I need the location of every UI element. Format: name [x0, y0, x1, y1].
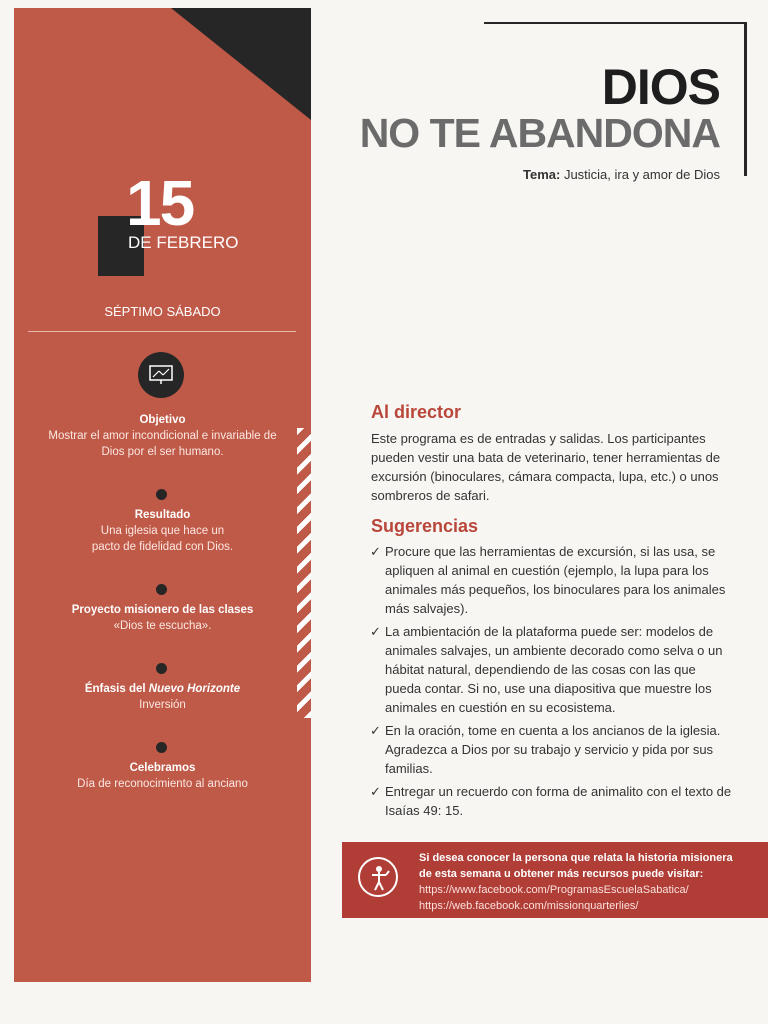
list-item-text: La ambientación de la plataforma puede ser: modelos de animales salvajes, un ambiente decorado como selva o un hábitat natural, dependiendo de las cosas con las que pueda contar. Si no, use una diapositiva que muestre los animales en cuestión en su ecosistema.: [385, 624, 723, 715]
celebramos-item: [14, 760, 311, 792]
objetivo-item: [14, 412, 311, 460]
facebook-link-1[interactable]: https://www.facebook.com/ProgramasEscuelaSabatica/: [419, 884, 689, 896]
separator-dot: [156, 663, 167, 674]
check-icon: ✓: [370, 544, 381, 559]
check-icon: ✓: [370, 784, 381, 799]
date-day: 15: [126, 167, 194, 239]
check-icon: ✓: [370, 723, 381, 738]
stripe-decoration: [297, 428, 311, 718]
resultado-desc: Una iglesia que hace un pacto de fidelidad con Dios.: [91, 525, 234, 553]
separator-dot: [156, 742, 167, 753]
list-item: [370, 622, 732, 717]
tema-label: Tema:: [522, 167, 561, 182]
objetivo-title: Objetivo: [139, 414, 186, 426]
resultado-item: [14, 507, 311, 555]
list-item: [370, 721, 732, 778]
director-heading: Al director: [371, 402, 462, 422]
tema-line: [523, 167, 720, 182]
list-item-text: En la oración, tome en cuenta a los ancianos de la iglesia. Agradezca a Dios por su trabajo y servicio y pida por sus familias.: [385, 723, 721, 776]
banner-line2: de esta semana u obtener más recursos puede visitar:: [419, 868, 704, 880]
celebramos-title: Celebramos: [129, 762, 196, 774]
tema-value: Justicia, ira y amor de Dios: [563, 167, 720, 182]
list-item-text: Entregar un recuerdo con forma de animalito con el texto de Isaías 49: 15.: [385, 784, 732, 818]
banner-text: [419, 850, 733, 914]
celebramos-desc: Día de reconocimiento al anciano: [77, 778, 248, 790]
page-title-line2: NO TE ABANDONA: [359, 110, 720, 156]
enfasis-desc: Inversión: [139, 699, 186, 711]
sugerencias-heading: Sugerencias: [371, 516, 479, 536]
resultado-title: Resultado: [134, 509, 191, 521]
divider: [28, 331, 296, 332]
date-month: DE FEBRERO: [128, 233, 239, 252]
facebook-link-2[interactable]: https://web.facebook.com/missionquarterlies/: [419, 900, 639, 912]
list-item: [370, 542, 732, 618]
corner-triangle: [171, 8, 311, 120]
list-item-text: Procure que las herramientas de excursión, si las usa, se apliquen al animal en cuestión (ejemplo, la lupa para los animales más pequeños, los binoculares para los animales más salvajes).: [385, 544, 726, 616]
resources-banner: [342, 842, 768, 918]
enfasis-title-italic: Nuevo Horizonte: [148, 683, 241, 695]
presentation-screen-icon: [138, 352, 184, 398]
objetivo-desc: Mostrar el amor incondicional e invariable de Dios por el ser humano.: [48, 430, 277, 458]
list-item: [370, 782, 732, 820]
page-title-line1: DIOS: [601, 59, 720, 115]
proyecto-title: Proyecto misionero de las clases: [71, 604, 254, 616]
director-text: Este programa es de entradas y salidas. Los participantes pueden vestir una bata de veterinario, tener herramientas de excursión (binoculares, cámara compacta, lupa, etc.) o unos sombreros de safari.: [371, 431, 721, 503]
separator-dot: [156, 489, 167, 500]
enfasis-item: [14, 681, 311, 713]
week-label: SÉPTIMO SÁBADO: [104, 304, 221, 319]
missionary-figure-icon: [358, 857, 398, 897]
check-icon: ✓: [370, 624, 381, 639]
sugerencias-list: [370, 542, 732, 824]
proyecto-desc: «Dios te escucha».: [113, 620, 212, 632]
enfasis-title: [14, 681, 311, 697]
separator-dot: [156, 584, 167, 595]
proyecto-item: [14, 602, 311, 634]
banner-line1: Si desea conocer la persona que relata la historia misionera: [419, 852, 733, 864]
enfasis-title-prefix: Énfasis del: [84, 683, 149, 695]
sidebar-panel: [14, 8, 311, 982]
